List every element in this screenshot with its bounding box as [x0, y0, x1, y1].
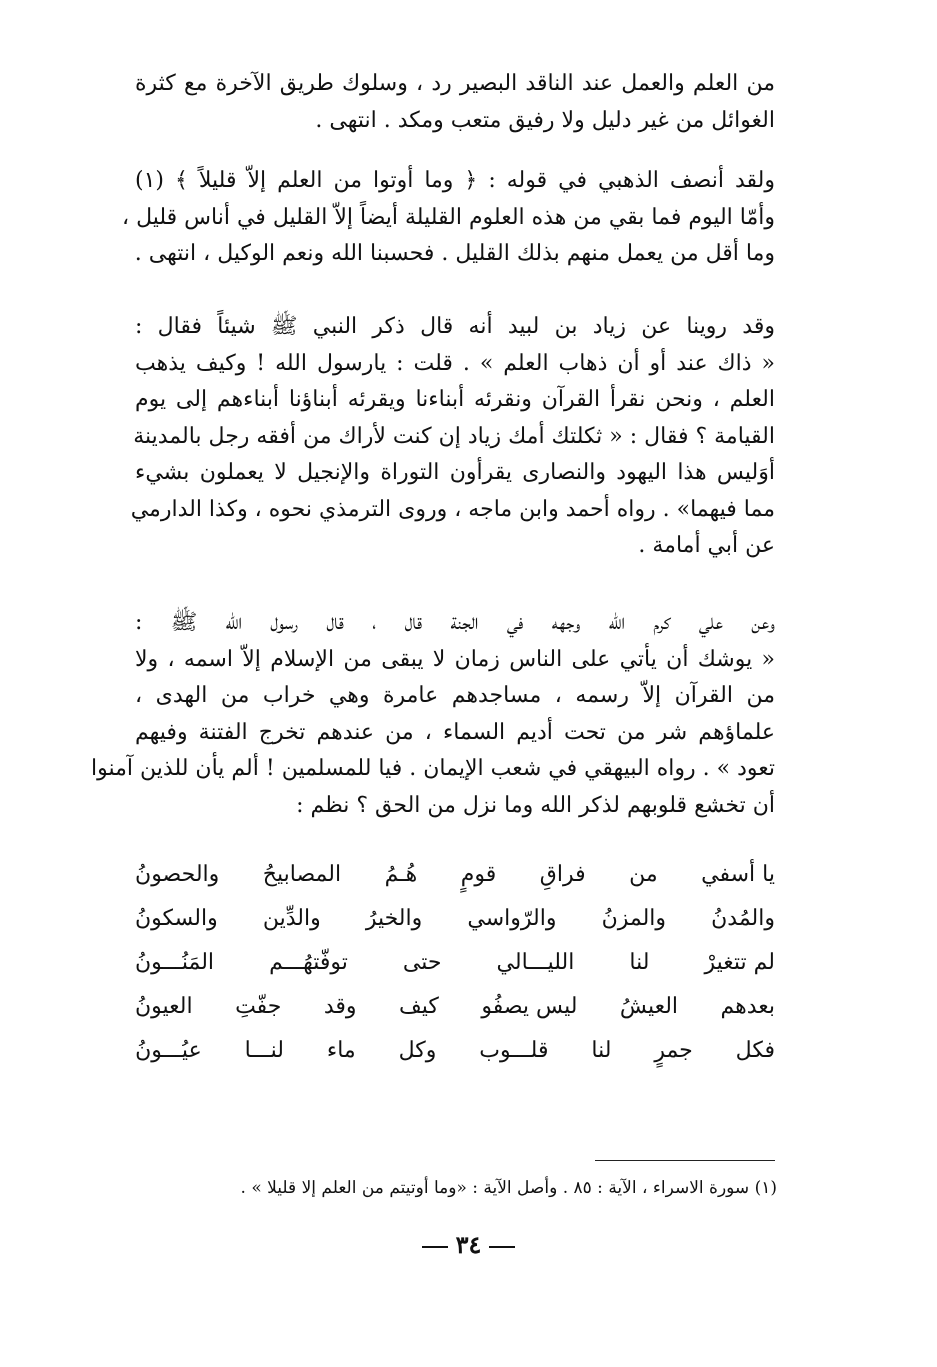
poem-word: لم تتغيرْ [704, 950, 775, 975]
text-line: القيامة ؟ فقال : « ثكلتك أمك زياد إن كنت لأراك من أفقه رجل بالمدينة [133, 423, 775, 449]
text-line: وعن علي كرم الله وجهه في الجنة قال ، قال رسول الله ﷺ : [135, 610, 775, 635]
poem-word: يا أسفي [701, 862, 775, 887]
poem-word: قومٍ [460, 862, 497, 887]
poem-word: والخيرُ [365, 906, 423, 931]
poem-word: ليس يصفُو [481, 994, 578, 1019]
text-line: عن أبي أمامة . [638, 533, 775, 558]
text-line: « ذاك عند أو أن ذهاب العلم » . قلت : يارسول الله ! وكيف يذهب [135, 350, 775, 376]
paragraph-2 [122, 163, 775, 273]
text-line: العلم ، ونحن نقرأ القرآن ونقرئه أبناءنا ويقرئه أبناؤنا أبناءهم إلى يوم [135, 387, 775, 412]
poem-word: وقد [323, 994, 357, 1019]
poem-word: ماء [326, 1038, 356, 1063]
poem-word: لنـــا [244, 1038, 284, 1063]
poem-word: والسكونُ [135, 906, 218, 931]
poem-line [135, 1029, 775, 1073]
text-line: مما فيهما» . رواه أحمد وابن ماجه ، وروى الترمذي نحوه ، وكذا الدارمي [130, 496, 775, 522]
poem-word: من [629, 862, 658, 887]
poem-word: العيونُ [135, 994, 193, 1019]
text-line: أوَليس هذا اليهود والنصارى يقرأون التوراة والإنجيل لا يعملون بشيء [135, 460, 775, 485]
text-line: وما أقل من يعمل منهم بذلك القليل . فحسبنا الله ونعم الوكيل ، انتهى . [134, 241, 775, 266]
poem-word: والدِّين [262, 906, 321, 931]
poem-word: المَنُـــونُ [135, 950, 215, 975]
poem-line [135, 941, 775, 985]
poem-word: فراقِ [539, 862, 586, 887]
text-line: « يوشك أن يأتي على الناس زمان لا يبقى من الإسلام إلاّ اسمه ، ولا [135, 646, 775, 672]
poem-word: عيُـــونُ [135, 1038, 202, 1063]
text-line: الغوائل من غير دليل ولا رفيق متعب ومكد . انتهى . [315, 107, 775, 133]
poem-word: العيشُ [619, 994, 679, 1019]
paragraph-3 [130, 309, 776, 565]
text-line: علماؤهم شر من تحت أديم السماء ، من عندهم تخرج الفتنة وفيهم [135, 719, 775, 745]
text-line: من القرآن إلاّ رسمه ، مساجدهم عامرة وهي خراب من الهدى ، [135, 683, 775, 708]
poem-line [135, 853, 775, 897]
text-line: أن تخشع قلوبهم لذكر الله وما نزل من الحق ؟ نظم : [296, 792, 775, 818]
page-number [0, 1230, 937, 1259]
paragraph-1 [135, 66, 775, 139]
footnote: (١) سورة الاسراء ، الآية : ٨٥ . وأصل الآية : «وما أوتيتم من العلم إلا قليلا » . [240, 1178, 777, 1198]
text-line: وأمّا اليوم فما بقي من هذه العلوم القليلة أيضاً إلاّ القليل في أناس قليل ، [122, 204, 775, 230]
poem-word: والمزنُ [601, 906, 667, 931]
poem-word: حتى [402, 950, 442, 975]
paragraph-4 [91, 605, 775, 824]
poem-word: والمُدنُ [711, 906, 775, 931]
poem-word: جمرٍ [654, 1038, 693, 1063]
poem [135, 853, 775, 1073]
poem-word: جفّتِ [235, 994, 282, 1019]
poem-word: المصابيحُ [262, 862, 342, 887]
dash-right [422, 1246, 448, 1248]
poem-word: لنا [629, 950, 650, 975]
poem-line [135, 897, 775, 941]
text-line: ولقد أنصف الذهبي في قوله : ﴿ وما أوتوا من العلم إلاّ قليلاً ﴾ (١) [135, 168, 775, 193]
footnote-divider [595, 1160, 775, 1161]
poem-word: كيف [399, 994, 439, 1019]
poem-line [135, 985, 775, 1029]
page-number-value: ٣٤ [455, 1230, 482, 1259]
poem-word: توفّتهُـــم [269, 950, 348, 975]
poem-word: والرّواسي [467, 906, 557, 931]
poem-word: الليـــالي [496, 950, 575, 975]
dash-left [489, 1246, 515, 1248]
text-line: وقد روينا عن زياد بن لبيد أنه قال ذكر النبي ﷺ شيئاً فقال : [135, 314, 776, 339]
poem-word: فكل [735, 1038, 775, 1063]
poem-word: وكل [398, 1038, 437, 1063]
poem-word: قلـــوب [479, 1038, 549, 1063]
poem-word: هُـمُ [384, 862, 418, 887]
text-line: تعود » . رواه البيهقي في شعب الإيمان . فيا للمسلمين ! ألم يأن للذين آمنوا [91, 756, 775, 781]
poem-word: بعدهم [720, 994, 775, 1019]
poem-word: والحصونُ [135, 862, 220, 887]
text-line: من العلم والعمل عند الناقد البصير رد ، وسلوك طريق الآخرة مع كثرة [135, 71, 775, 96]
poem-word: لنا [591, 1038, 612, 1063]
